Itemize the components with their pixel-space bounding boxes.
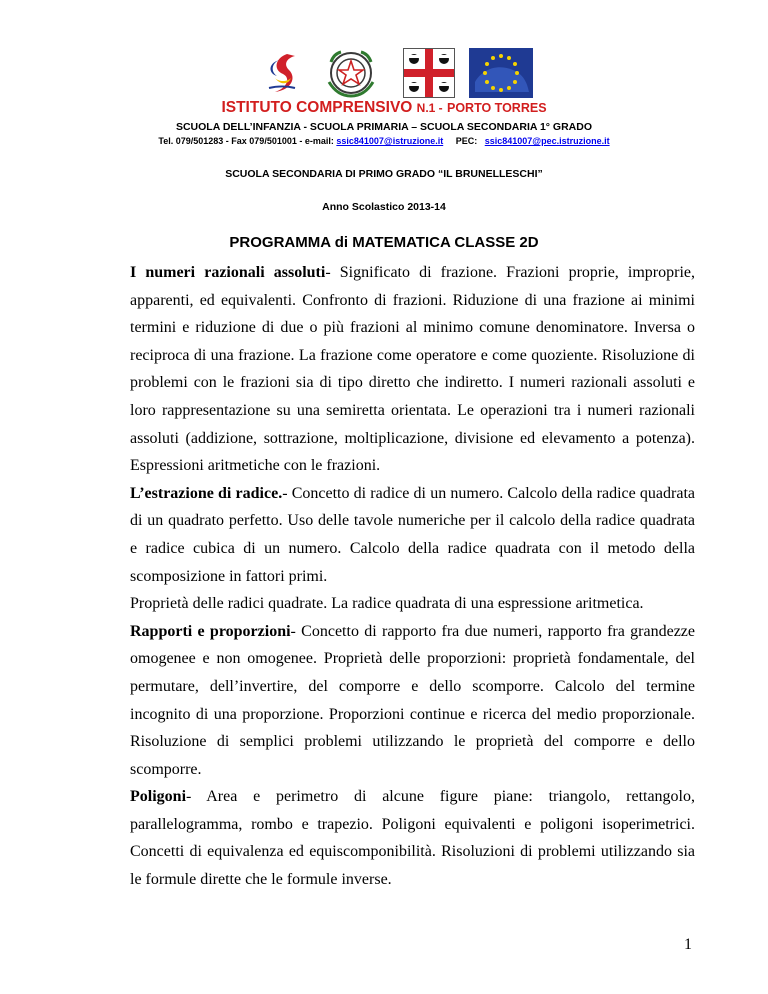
- school-name: SCUOLA SECONDARIA DI PRIMO GRADO “IL BRUNELLESCHI”: [225, 168, 543, 180]
- section-title: Poligoni: [130, 788, 187, 806]
- section-title: Rapporti e proporzioni: [130, 622, 291, 640]
- program-title: PROGRAMMA di MATEMATICA CLASSE 2D: [229, 234, 539, 251]
- sardinia-flag-icon: [403, 48, 455, 98]
- section-poligoni: [130, 783, 695, 893]
- institute-city: PORTO TORRES: [446, 101, 547, 115]
- school-levels: SCUOLA DELL’INFANZIA - SCUOLA PRIMARIA – SCUOLA SECONDARIA 1° GRADO: [175, 121, 593, 133]
- section-estrazione-radice: [130, 480, 695, 590]
- section-radici-extra: Proprietà delle radici quadrate. La radice quadrata di una espressione aritmetica.: [130, 595, 644, 613]
- page-number: 1: [684, 936, 692, 953]
- section-rapporti-proporzioni: [130, 618, 695, 784]
- section-numeri-razionali: [130, 259, 695, 480]
- italian-republic-emblem-icon: [321, 48, 381, 98]
- institute-number: N.1 -: [416, 101, 443, 115]
- institute-name: [0, 99, 768, 117]
- section-body: - Concetto di radice di un numero. Calcolo della radice quadrata di un quadrato perfetto. Uso delle tavole numeriche per il calcolo della radice quadrata e radice cubica di un numero. Calcolo della radice quadrata con il metodo della scomposizione in fattori primi.: [130, 484, 696, 585]
- section-body: - Area e perimetro di alcune figure piane: triangolo, rettangolo, parallelogramma, rombo e trapezio. Poligoni equivalenti e poligoni isoperimetrici. Concetti di equivalenza ed equiscomponibilità. Risoluzioni di problemi utilizzando sia le formule dirette che le formule inverse.: [130, 788, 695, 889]
- european-union-flag-icon: [469, 48, 533, 98]
- header-logos: [257, 48, 533, 98]
- pec-label: PEC:: [455, 136, 478, 146]
- section-body: - Concetto di rapporto fra due numeri, rapporto fra grandezze omogenee e non omogenee. Proprietà delle proporzioni: proprietà fondamentale, del permutare, dell’invertire, del comporre e dello scomporre. Calcolo del termine incognito di una proporzione. Proporzioni continue e ricerca del medio proporzionale. Risoluzione di semplici problemi utilizzando le proprietà del comporre e dello scomporre.: [130, 622, 696, 778]
- school-year: Anno Scolastico 2013-14: [322, 201, 446, 213]
- contacts-line: [0, 136, 768, 146]
- section-title: L’estrazione di radice.: [130, 484, 283, 502]
- contacts-prefix: Tel. 079/501283 - Fax 079/501001 - e-mail:: [158, 136, 334, 146]
- email-link[interactable]: ssic841007@istruzione.it: [336, 136, 444, 146]
- institute-main: ISTITUTO COMPRENSIVO: [221, 99, 413, 116]
- pec-link[interactable]: ssic841007@pec.istruzione.it: [484, 136, 610, 146]
- school-emblem-icon: [257, 48, 307, 98]
- program-content: [130, 259, 695, 894]
- section-body: - Significato di frazione. Frazioni proprie, improprie, apparenti, ed equivalenti. Confronto di frazioni. Riduzione di una frazione ai minimi termini e riduzione di due o più frazioni al minimo comune denominatore. Inversa o reciproca di una frazione. La frazione come operatore e come quoziente. Risoluzione di problemi con le frazioni sia di tipo diretto che indiretto. I numeri razionali assoluti e loro rappresentazione su una semiretta orientata. Le operazioni tra i numeri razionali assoluti (addizione, sottrazione, moltiplicazione, divisione ed elevamento a potenza). Espressioni aritmetiche con le frazioni.: [130, 264, 695, 475]
- section-title: I numeri razionali assoluti: [130, 264, 326, 281]
